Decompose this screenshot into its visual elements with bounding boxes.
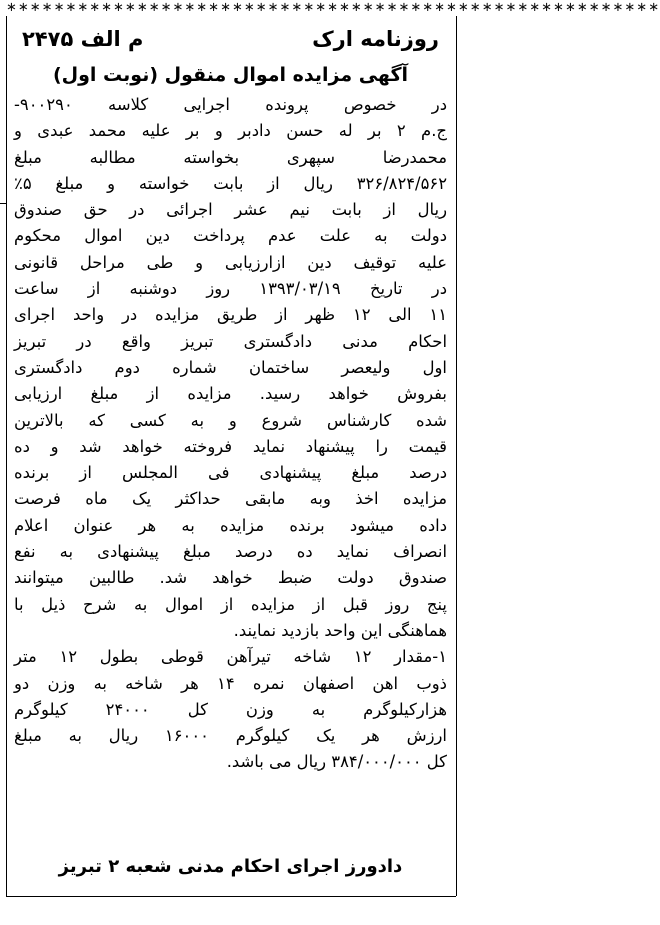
body-line: شده کارشناس شروع و به کسی که بالاترین <box>14 410 447 430</box>
body-line: درصد مبلغ پیشنهادی فی المجلس از برنده <box>14 463 447 483</box>
body-line: داده میشود برنده مزایده به هر عنوان اعلام <box>14 515 447 535</box>
notice-code: م الف ۲۴۷۵ <box>22 27 144 51</box>
body-line: بفروش خواهد رسید. مزایده از مبلغ ارزیابی <box>14 384 447 404</box>
notice-body <box>14 92 447 776</box>
masthead <box>22 24 439 54</box>
body-line: مزایده اخذ وبه مابقی حداکثر یک ماه فرصت <box>14 489 447 509</box>
body-line: ارزش هر یک کیلوگرم ۱۶۰۰۰ ریال به مبلغ <box>14 726 447 746</box>
body-line: پنج روز قبل از مزایده از اموال به شرح ذیل با <box>14 594 447 614</box>
body-line: ۱-مقدار ۱۲ شاخه تیرآهن قوطی بطول ۱۲ متر <box>14 647 447 667</box>
notice-title: آگهی مزایده اموال منقول (نوبت اول) <box>52 64 409 86</box>
body-line: محمدرضا سپهری بخواسته مطالبه مبلغ <box>14 147 447 167</box>
body-line: ۳۲۶/۸۲۴/۵۶۲ ریال از بابت خواسته و مبلغ ۵٪ <box>14 173 447 193</box>
decorative-star-border: ∗∗∗∗∗∗∗∗∗∗∗∗∗∗∗∗∗∗∗∗∗∗∗∗∗∗∗∗∗∗∗∗∗∗∗∗∗∗∗∗∗∗∗∗∗∗∗∗∗∗∗∗∗∗∗ <box>6 0 660 15</box>
body-line: ذوب اهن اصفهان نمره ۱۴ هر شاخه به وزن دو <box>14 673 447 693</box>
body-line: هماهنگی این واحد بازدید نمایند. <box>233 620 447 640</box>
body-line: دولت به علت عدم پرداخت دین اموال محکوم <box>14 226 447 246</box>
body-line: انصراف نماید ده درصد مبلغ پیشنهادی به نفع <box>14 542 447 562</box>
bottom-rule <box>6 896 456 897</box>
body-line: در تاریخ ۱۳۹۳/۰۳/۱۹ روز دوشنبه از ساعت <box>14 279 447 299</box>
body-line: ریال از بابت نیم عشر اجرائی در حق صندوق <box>14 200 447 220</box>
body-line: در خصوص پرونده اجرایی کلاسه ۹۰۰۲۹۰- <box>14 95 447 114</box>
body-line: اول ولیعصر ساختمان شماره دوم دادگستری <box>14 357 447 377</box>
body-line: ۱۱ الی ۱۲ ظهر از طریق مزایده در واحد اجرای <box>14 305 447 325</box>
newspaper-name: روزنامه ارک <box>312 27 439 51</box>
body-line: علیه توقیف دین ازارزیابی و طی مراحل قانونی <box>14 252 447 272</box>
body-line: هزارکیلوگرم به وزن کل ۲۴۰۰۰ کیلوگرم <box>14 699 447 719</box>
body-line: احکام مدنی دادگستری تبریز واقع در تبریز <box>14 331 447 351</box>
body-line: کل ۳۸۴/۰۰۰/۰۰۰ ریال می باشد. <box>226 752 447 772</box>
body-line: قیمت را پیشنهاد نماید فروخته خواهد شد و ده <box>14 436 447 456</box>
margin-tick <box>0 203 6 204</box>
body-line: ج.م ۲ بر له حسن دادبر و بر علیه محمد عبدی و <box>14 121 447 141</box>
body-line: صندوق دولت ضبط خواهد شد. طالبین میتوانند <box>14 568 447 588</box>
notice-signature: دادورز اجرای احکام مدنی شعبه ۲ تبریز <box>58 856 403 877</box>
